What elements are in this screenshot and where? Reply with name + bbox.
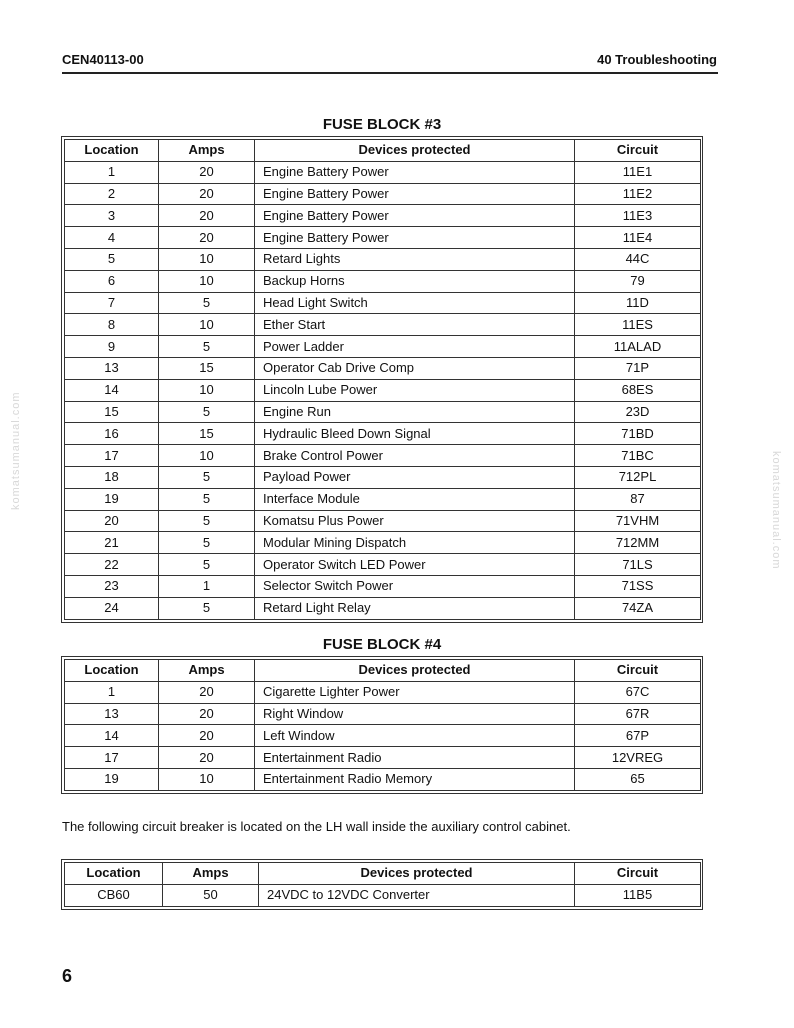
table-row [65, 161, 701, 183]
cell-amps: 10 [159, 379, 255, 401]
page-number: 6 [62, 966, 73, 986]
column-header-circuit: Circuit [575, 863, 701, 885]
table-row [65, 703, 701, 725]
cell-circuit: 11D [575, 292, 701, 314]
cell-location: 15 [65, 401, 159, 423]
fuse-block-4-table [61, 656, 703, 794]
table-row [65, 725, 701, 747]
cell-location: 23 [65, 575, 159, 597]
cell-device: Left Window [255, 725, 575, 747]
cell-amps: 20 [159, 681, 255, 703]
column-header-location: Location [65, 660, 159, 682]
watermark-right: komatsumanual.com [770, 451, 782, 570]
column-header-location: Location [65, 140, 159, 162]
cell-amps: 10 [159, 445, 255, 467]
cell-location: 14 [65, 379, 159, 401]
column-header-amps: Amps [159, 140, 255, 162]
table-row [65, 510, 701, 532]
table-row [65, 205, 701, 227]
cell-circuit: 11E2 [575, 183, 701, 205]
cell-amps: 15 [159, 423, 255, 445]
cell-location: 20 [65, 510, 159, 532]
table-row [65, 884, 701, 906]
table-row [65, 292, 701, 314]
cell-location: 9 [65, 336, 159, 358]
cell-amps: 20 [159, 227, 255, 249]
cell-circuit: 71P [575, 357, 701, 379]
cell-device: Operator Switch LED Power [255, 554, 575, 576]
cell-amps: 50 [163, 884, 259, 906]
cell-location: 18 [65, 466, 159, 488]
cell-amps: 5 [159, 401, 255, 423]
table-row [65, 227, 701, 249]
cell-location: 17 [65, 747, 159, 769]
cell-location: 17 [65, 445, 159, 467]
document-id: CEN40113-00 [62, 52, 144, 67]
cell-location: 1 [65, 161, 159, 183]
cell-amps: 10 [159, 270, 255, 292]
cell-location: 21 [65, 532, 159, 554]
cell-device: Komatsu Plus Power [255, 510, 575, 532]
column-header-devices: Devices protected [255, 660, 575, 682]
fuse-block-4-title: FUSE BLOCK #4 [322, 636, 442, 653]
cell-amps: 10 [159, 768, 255, 790]
cell-device: Modular Mining Dispatch [255, 532, 575, 554]
cell-location: 19 [65, 768, 159, 790]
table-row [65, 747, 701, 769]
cell-device: Payload Power [255, 466, 575, 488]
cell-device: Cigarette Lighter Power [255, 681, 575, 703]
cell-amps: 5 [159, 336, 255, 358]
cell-circuit: 11B5 [575, 884, 701, 906]
cell-circuit: 87 [575, 488, 701, 510]
cell-circuit: 71BD [575, 423, 701, 445]
cell-device: Engine Battery Power [255, 183, 575, 205]
table-header-row [65, 863, 701, 885]
cell-device: Operator Cab Drive Comp [255, 357, 575, 379]
cell-location: 8 [65, 314, 159, 336]
cell-amps: 1 [159, 575, 255, 597]
cell-circuit: 71LS [575, 554, 701, 576]
cell-amps: 5 [159, 554, 255, 576]
table-row [65, 248, 701, 270]
cell-location: 19 [65, 488, 159, 510]
cell-device: Entertainment Radio Memory [255, 768, 575, 790]
cell-circuit: 67C [575, 681, 701, 703]
column-header-amps: Amps [163, 863, 259, 885]
cell-device: Retard Lights [255, 248, 575, 270]
table-row [65, 183, 701, 205]
table-row [65, 488, 701, 510]
column-header-devices: Devices protected [259, 863, 575, 885]
fuse-block-3-table [61, 136, 703, 623]
cell-device: Ether Start [255, 314, 575, 336]
cell-circuit: 11ALAD [575, 336, 701, 358]
cell-device: Retard Light Relay [255, 597, 575, 619]
cell-circuit: 11E1 [575, 161, 701, 183]
cell-location: 4 [65, 227, 159, 249]
section-title: 40 Troubleshooting [597, 52, 717, 67]
table-row [65, 270, 701, 292]
cell-location: 7 [65, 292, 159, 314]
cell-device: 24VDC to 12VDC Converter [259, 884, 575, 906]
cell-circuit: 67R [575, 703, 701, 725]
column-header-devices: Devices protected [255, 140, 575, 162]
cell-circuit: 712PL [575, 466, 701, 488]
circuit-breaker-table [61, 859, 703, 910]
cell-circuit: 68ES [575, 379, 701, 401]
table-header-row [65, 140, 701, 162]
table-row [65, 445, 701, 467]
cell-circuit: 11E3 [575, 205, 701, 227]
cell-device: Engine Battery Power [255, 205, 575, 227]
cell-location: 13 [65, 357, 159, 379]
cell-circuit: 65 [575, 768, 701, 790]
table-row [65, 554, 701, 576]
cell-location: 3 [65, 205, 159, 227]
cell-amps: 10 [159, 248, 255, 270]
table-row [65, 423, 701, 445]
cell-device: Interface Module [255, 488, 575, 510]
cell-circuit: 71SS [575, 575, 701, 597]
cell-location: 2 [65, 183, 159, 205]
cell-amps: 20 [159, 205, 255, 227]
cell-circuit: 71VHM [575, 510, 701, 532]
cell-amps: 5 [159, 292, 255, 314]
column-header-circuit: Circuit [575, 660, 701, 682]
fuse-block-3-title: FUSE BLOCK #3 [322, 116, 442, 133]
cell-device: Right Window [255, 703, 575, 725]
cell-amps: 15 [159, 357, 255, 379]
table-header-row [65, 660, 701, 682]
cell-amps: 20 [159, 747, 255, 769]
cell-device: Backup Horns [255, 270, 575, 292]
table-row [65, 357, 701, 379]
cell-amps: 5 [159, 510, 255, 532]
table-row [65, 314, 701, 336]
cell-amps: 20 [159, 725, 255, 747]
cell-circuit: 67P [575, 725, 701, 747]
cell-amps: 20 [159, 703, 255, 725]
cell-amps: 20 [159, 161, 255, 183]
header-rule [62, 72, 718, 74]
cell-circuit: 12VREG [575, 747, 701, 769]
cell-circuit: 74ZA [575, 597, 701, 619]
cell-location: 5 [65, 248, 159, 270]
cell-location: 14 [65, 725, 159, 747]
cell-device: Brake Control Power [255, 445, 575, 467]
cell-device: Engine Battery Power [255, 227, 575, 249]
cell-circuit: 11E4 [575, 227, 701, 249]
table-row [65, 379, 701, 401]
cell-amps: 5 [159, 466, 255, 488]
cell-device: Engine Run [255, 401, 575, 423]
cell-location: 13 [65, 703, 159, 725]
column-header-location: Location [65, 863, 163, 885]
cell-amps: 20 [159, 183, 255, 205]
table-row [65, 532, 701, 554]
cell-circuit: 44C [575, 248, 701, 270]
cell-circuit: 71BC [575, 445, 701, 467]
cell-amps: 5 [159, 488, 255, 510]
cell-location: 16 [65, 423, 159, 445]
cell-location: 24 [65, 597, 159, 619]
table-row [65, 401, 701, 423]
table-row [65, 681, 701, 703]
cell-device: Head Light Switch [255, 292, 575, 314]
cell-circuit: 23D [575, 401, 701, 423]
column-header-amps: Amps [159, 660, 255, 682]
cell-device: Engine Battery Power [255, 161, 575, 183]
cell-location: 22 [65, 554, 159, 576]
table-row [65, 597, 701, 619]
cell-circuit: 712MM [575, 532, 701, 554]
circuit-breaker-note: The following circuit breaker is located on the LH wall inside the auxiliary control cabinet. [62, 819, 571, 834]
cell-circuit: 79 [575, 270, 701, 292]
cell-location: 6 [65, 270, 159, 292]
cell-amps: 10 [159, 314, 255, 336]
cell-device: Hydraulic Bleed Down Signal [255, 423, 575, 445]
cell-device: Power Ladder [255, 336, 575, 358]
column-header-circuit: Circuit [575, 140, 701, 162]
cell-circuit: 11ES [575, 314, 701, 336]
cell-device: Selector Switch Power [255, 575, 575, 597]
cell-amps: 5 [159, 532, 255, 554]
cell-amps: 5 [159, 597, 255, 619]
cell-location: 1 [65, 681, 159, 703]
table-row [65, 575, 701, 597]
cell-location: CB60 [65, 884, 163, 906]
table-row [65, 336, 701, 358]
table-row [65, 466, 701, 488]
table-row [65, 768, 701, 790]
watermark-left: komatsumanual.com [10, 391, 22, 510]
cell-device: Entertainment Radio [255, 747, 575, 769]
cell-device: Lincoln Lube Power [255, 379, 575, 401]
